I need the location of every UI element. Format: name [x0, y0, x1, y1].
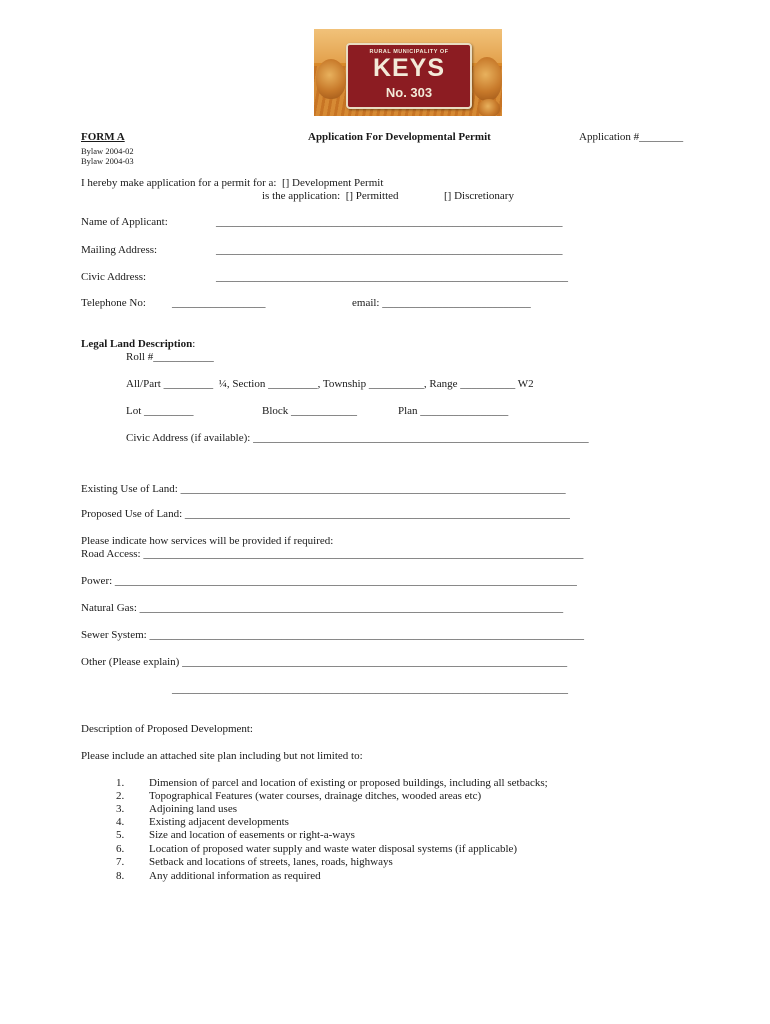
permitted-checkbox[interactable]: is the application: [] Permitted [262, 190, 399, 202]
list-item-text: Setback and locations of streets, lanes, roads, highways [149, 856, 393, 868]
hay-bale-far [478, 99, 500, 116]
name-field[interactable]: _______________________________________________________________ [216, 216, 563, 228]
bylaw-line-2: Bylaw 2004-03 [81, 156, 134, 166]
list-item-text: Adjoining land uses [149, 803, 237, 815]
list-item [116, 777, 124, 789]
list-item [116, 790, 124, 802]
name-label: Name of Applicant: [81, 216, 168, 228]
legal-heading-colon: : [192, 338, 196, 350]
proposed-use-field[interactable]: Proposed Use of Land: ______________________________________________________________________ [81, 508, 570, 520]
list-item-number: 7. [116, 856, 125, 868]
list-item [116, 843, 124, 855]
existing-use-field[interactable]: Existing Use of Land: ______________________________________________________________________ [81, 483, 566, 495]
email-field[interactable]: email: ___________________________ [352, 297, 531, 309]
block-field[interactable]: Block ____________ [262, 405, 358, 417]
plan-field[interactable]: Plan ________________ [398, 405, 509, 417]
bylaw-line-1: Bylaw 2004-02 [81, 146, 134, 156]
telephone-label: Telephone No: [81, 297, 146, 309]
municipality-logo [314, 29, 502, 116]
other-field-line-2[interactable]: ________________________________________________________________________ [172, 683, 568, 695]
list-item-text: Topographical Features (water courses, drainage ditches, wooded areas etc) [149, 790, 482, 802]
roll-field[interactable]: Roll #___________ [126, 351, 214, 363]
list-item-number: 4. [116, 816, 125, 828]
site-plan-instruction: Please include an attached site plan including but not limited to: [81, 750, 363, 762]
other-field[interactable]: Other (Please explain) ______________________________________________________________________ [81, 656, 568, 668]
legal-heading-text: Legal Land Description [81, 338, 193, 350]
hay-bale-left [316, 59, 346, 99]
legal-heading [81, 338, 195, 350]
list-item-number: 5. [116, 829, 125, 841]
natural-gas-field[interactable]: Natural Gas: _____________________________________________________________________________ [81, 602, 564, 614]
list-item-text: Dimension of parcel and location of existing or proposed buildings, including all setbacks; [149, 777, 548, 789]
logo-line-2: KEYS [372, 54, 446, 82]
description-heading: Description of Proposed Development: [81, 723, 253, 735]
road-access-field[interactable]: Road Access: ________________________________________________________________________________ [81, 548, 584, 560]
list-item-number: 2. [116, 790, 125, 802]
list-item-text: Any additional information as required [149, 870, 321, 882]
form-title: Application For Developmental Permit [308, 131, 491, 143]
list-item-number: 8. [116, 870, 125, 882]
civic-label: Civic Address: [81, 271, 147, 283]
application-number[interactable]: Application #________ [579, 131, 684, 143]
sewer-system-field[interactable]: Sewer System: _______________________________________________________________________________ [81, 629, 584, 641]
logo-line-3: No. 303 [385, 85, 433, 100]
mailing-field[interactable]: _______________________________________________________________ [216, 244, 563, 256]
list-item-number: 3. [116, 803, 125, 815]
mailing-label: Mailing Address: [81, 244, 158, 256]
section-township-range-field[interactable]: All/Part _________ ¼, Section _________, Township __________, Range __________ W2 [126, 378, 534, 390]
lot-field[interactable]: Lot _________ [126, 405, 194, 417]
list-item-text: Location of proposed water supply and waste water disposal systems (if applicable) [149, 843, 518, 855]
discretionary-checkbox[interactable]: [] Discretionary [444, 190, 514, 202]
permit-type-line[interactable]: I hereby make application for a permit for a: [] Development Permit [81, 177, 384, 189]
civic-field[interactable]: ________________________________________________________________ [216, 271, 568, 283]
list-item [116, 829, 124, 841]
list-item-text: Size and location of easements or right-a-ways [149, 829, 355, 841]
list-item [116, 803, 124, 815]
list-item [116, 856, 124, 868]
form-label: FORM A [81, 131, 125, 143]
list-item [116, 816, 124, 828]
hay-bale-right [472, 57, 502, 101]
list-item [116, 870, 124, 882]
services-intro: Please indicate how services will be provided if required: [81, 535, 334, 547]
list-item-number: 6. [116, 843, 125, 855]
telephone-field[interactable]: _________________ [172, 297, 266, 309]
list-item-number: 1. [116, 777, 125, 789]
list-item-text: Existing adjacent developments [149, 816, 289, 828]
logo-sign [346, 43, 472, 109]
civic-if-available-field[interactable]: Civic Address (if available): _____________________________________________________________ [126, 432, 589, 444]
logo-line-1: RURAL MUNICIPALITY OF [369, 49, 449, 55]
power-field[interactable]: Power: ____________________________________________________________________________________ [81, 575, 577, 587]
